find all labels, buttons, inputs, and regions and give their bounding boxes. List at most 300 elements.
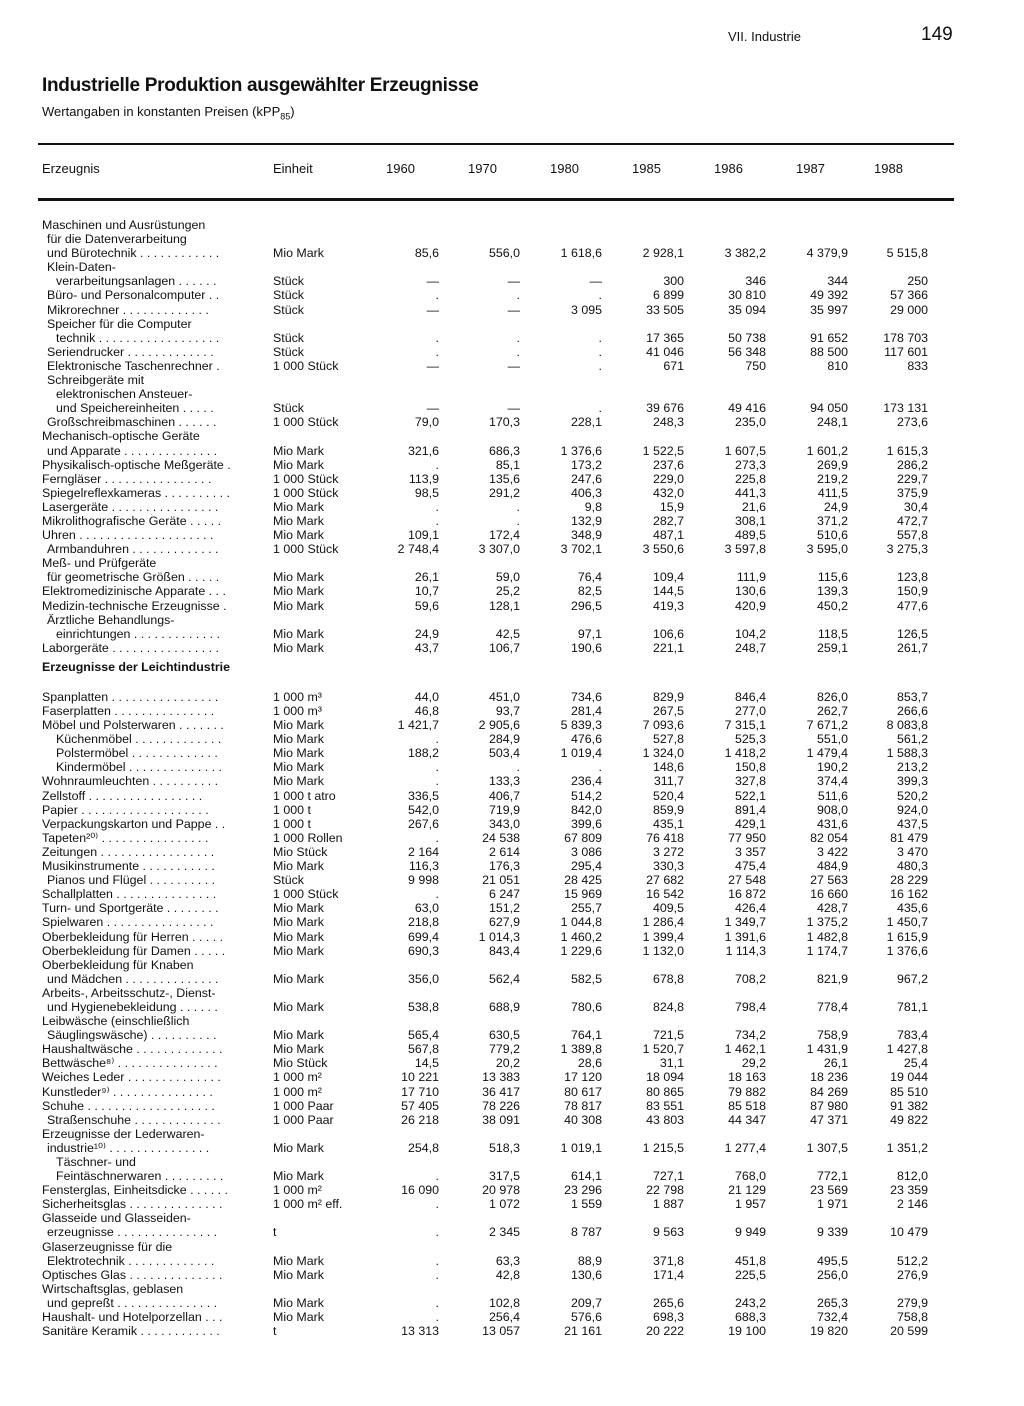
table-row: [42, 1240, 942, 1254]
cell-value: 21,6: [741, 499, 766, 514]
row-unit: 1 000 Stück: [273, 485, 339, 500]
row-unit: Mio Mark: [273, 774, 324, 789]
cell-value: 116,3: [408, 859, 439, 874]
row-label: Pianos und Flügel . . . . . . . . . .: [47, 873, 216, 888]
cell-value: .: [435, 1169, 439, 1184]
cell-value: 30 810: [728, 288, 766, 303]
cell-value: 254,8: [407, 1140, 439, 1155]
cell-value: 432,0: [652, 485, 684, 500]
table-row: [42, 1310, 942, 1324]
cell-value: 686,3: [488, 443, 520, 458]
table-row: [42, 1014, 942, 1028]
row-label: Oberbekleidung für Knaben: [42, 957, 194, 972]
table-row: [42, 317, 942, 331]
row-label: Speicher für die Computer: [47, 316, 192, 331]
cell-value: 1 450,7: [886, 915, 928, 930]
cell-value: 1 399,4: [642, 929, 684, 944]
row-label: Maschinen und Ausrüstungen: [42, 218, 206, 232]
cell-value: 476,6: [570, 732, 602, 747]
cell-value: 758,8: [896, 1310, 928, 1325]
row-unit: Stück: [273, 873, 304, 888]
cell-value: 561,2: [896, 732, 928, 747]
cell-value: 348,9: [570, 528, 602, 543]
cell-value: —: [426, 274, 439, 289]
cell-value: 250: [907, 274, 928, 289]
row-label: Spielwaren . . . . . . . . . . . . . . . .: [42, 915, 214, 930]
row-unit: Mio Mark: [273, 640, 324, 655]
cell-value: 321,6: [407, 443, 439, 458]
cell-value: 843,4: [488, 943, 520, 958]
row-label: und Speichereinheiten . . . . .: [56, 401, 214, 416]
cell-value: .: [598, 288, 602, 303]
table-row: [42, 274, 942, 288]
cell-value: 9 998: [407, 873, 439, 888]
cell-value: —: [426, 358, 439, 373]
row-unit: Mio Mark: [273, 584, 324, 599]
cell-value: .: [435, 774, 439, 789]
table-row: [42, 887, 942, 901]
cell-value: 82,5: [577, 584, 602, 599]
row-label: Küchenmöbel . . . . . . . . . . . . .: [56, 732, 222, 747]
cell-value: 19 820: [810, 1324, 848, 1339]
cell-value: .: [516, 330, 520, 345]
col-header-erzeugnis: Erzeugnis: [42, 161, 100, 176]
cell-value: 411,5: [817, 485, 848, 500]
cell-value: .: [516, 513, 520, 528]
cell-value: 1 588,3: [886, 746, 928, 761]
cell-value: 20 599: [890, 1324, 928, 1339]
cell-value: 371,2: [816, 513, 848, 528]
cell-value: 219,2: [816, 471, 848, 486]
cell-value: 236,4: [570, 774, 602, 789]
cell-value: 229,7: [896, 471, 928, 486]
cell-value: 3 272: [652, 844, 684, 859]
cell-value: 88 500: [810, 344, 848, 359]
cell-value: 173 131: [883, 401, 928, 416]
row-label: für geometrische Größen . . . . .: [47, 570, 220, 585]
row-unit: Mio Mark: [273, 1310, 324, 1325]
cell-value: 18 094: [646, 1070, 684, 1085]
cell-value: 437,5: [896, 816, 928, 831]
subtitle-subscript: 85: [280, 111, 291, 122]
cell-value: 2 928,1: [642, 246, 684, 261]
cell-value: 420,9: [734, 598, 766, 613]
cell-value: 16 660: [810, 887, 848, 902]
table-row: [42, 746, 942, 760]
cell-value: 375,9: [896, 485, 928, 500]
row-unit: Stück: [273, 344, 304, 359]
row-unit: Mio Mark: [273, 1295, 324, 1310]
row-label: Uhren . . . . . . . . . . . . . . . . . . . .: [42, 528, 214, 543]
table-row: [42, 958, 942, 972]
cell-value: 85 518: [728, 1098, 766, 1113]
cell-value: 267,6: [407, 816, 439, 831]
cell-value: 24 538: [482, 830, 520, 845]
cell-value: .: [435, 732, 439, 747]
cell-value: 43 803: [646, 1112, 684, 1127]
cell-value: 614,1: [570, 1169, 602, 1184]
table-row: [42, 570, 942, 584]
cell-value: 1 607,5: [724, 443, 766, 458]
cell-value: 781,1: [896, 999, 928, 1014]
cell-value: 472,7: [896, 513, 928, 528]
row-label: Erzeugnisse der Lederwaren-: [42, 1126, 205, 1141]
cell-value: 1 324,0: [642, 746, 684, 761]
row-label: Mikrolithografische Geräte . . . . .: [42, 513, 222, 528]
cell-value: —: [426, 401, 439, 416]
row-unit: Mio Mark: [273, 1140, 324, 1155]
cell-value: 3 422: [816, 844, 848, 859]
cell-value: 1 462,1: [724, 1042, 766, 1057]
table-top-rule: [38, 143, 954, 145]
cell-value: 279,9: [896, 1295, 928, 1310]
cell-value: 344: [827, 274, 848, 289]
cell-value: 512,2: [896, 1253, 928, 1268]
row-unit: Mio Mark: [273, 760, 324, 775]
cell-value: 106,7: [488, 640, 520, 655]
cell-value: 833: [907, 358, 928, 373]
cell-value: 343,0: [488, 816, 520, 831]
cell-value: 3 470: [896, 844, 928, 859]
cell-value: 1 427,8: [886, 1042, 928, 1057]
cell-value: 46,8: [414, 704, 439, 718]
row-label: einrichtungen . . . . . . . . . . . . .: [56, 626, 220, 641]
cell-value: 24,9: [823, 499, 848, 514]
table-row: [42, 930, 942, 944]
cell-value: .: [598, 344, 602, 359]
cell-value: 810: [827, 358, 848, 373]
cell-value: 772,1: [816, 1169, 848, 1184]
cell-value: 399,3: [896, 774, 928, 789]
table-row: [42, 1282, 942, 1296]
row-label: Sicherheitsglas . . . . . . . . . . . . . .: [42, 1197, 223, 1212]
row-unit: 1 000 m³: [273, 689, 322, 704]
cell-value: .: [516, 499, 520, 514]
cell-value: 525,3: [734, 732, 766, 747]
cell-value: 734,2: [734, 1028, 766, 1043]
cell-value: 247,6: [570, 471, 602, 486]
table-row: [42, 288, 942, 302]
table-row: [42, 1211, 942, 1225]
table-row: [42, 1155, 942, 1169]
cell-value: 1 174,7: [806, 943, 848, 958]
row-unit: 1 000 Stück: [273, 358, 339, 373]
table-row: [42, 1113, 942, 1127]
table-row: [42, 873, 942, 887]
row-unit: 1 000 m²: [273, 1084, 322, 1099]
row-label: erzeugnisse . . . . . . . . . . . . . . .: [47, 1225, 218, 1240]
table-row: [42, 1197, 942, 1211]
row-unit: 1 000 m²: [273, 1070, 322, 1085]
row-label: und Mädchen . . . . . . . . . . . . . .: [47, 971, 219, 986]
row-unit: Mio Mark: [273, 746, 324, 761]
cell-value: 151,2: [488, 901, 520, 916]
row-label: und Hygienebekleidung . . . . . .: [47, 999, 218, 1014]
cell-value: 406,3: [570, 485, 602, 500]
cell-value: .: [435, 1295, 439, 1310]
subtitle-text: Wertangaben in konstanten Preisen (kPP: [42, 104, 281, 119]
row-unit: Mio Mark: [273, 1253, 324, 1268]
row-label: Kunstleder⁹⁾ . . . . . . . . . . . . . . .: [42, 1084, 213, 1099]
col-header-1970: 1970: [468, 161, 497, 176]
cell-value: .: [435, 499, 439, 514]
table-row: [42, 1028, 942, 1042]
cell-value: 30,4: [903, 499, 928, 514]
cell-value: 1 044,8: [560, 915, 602, 930]
table-row: [42, 1254, 942, 1268]
row-unit: Stück: [273, 401, 304, 416]
cell-value: 85 510: [890, 1084, 928, 1099]
cell-value: 8 787: [570, 1225, 602, 1240]
cell-value: —: [507, 302, 520, 317]
row-label: Weiches Leder . . . . . . . . . . . . . .: [42, 1070, 221, 1085]
row-unit: Mio Mark: [273, 1267, 324, 1282]
row-unit: 1 000 Stück: [273, 415, 339, 430]
cell-value: 1 376,6: [560, 443, 602, 458]
cell-value: 20 222: [646, 1324, 684, 1339]
row-label: Physikalisch-optische Meßgeräte .: [42, 457, 231, 472]
row-unit: Mio Mark: [273, 971, 324, 986]
cell-value: 150,9: [896, 584, 928, 599]
cell-value: .: [435, 887, 439, 902]
cell-value: 25,2: [495, 584, 520, 599]
cell-value: .: [435, 288, 439, 303]
cell-value: .: [516, 760, 520, 775]
cell-value: 255,7: [570, 901, 602, 916]
cell-value: 29,2: [741, 1056, 766, 1071]
cell-value: 520,4: [652, 788, 684, 803]
cell-value: 277,0: [734, 704, 766, 718]
row-label: elektronischen Ansteuer-: [56, 387, 193, 402]
table-row: [42, 1268, 942, 1282]
cell-value: 356,0: [407, 971, 439, 986]
cell-value: 19 100: [728, 1324, 766, 1339]
row-label: Verpackungskarton und Pappe . .: [42, 816, 226, 831]
cell-value: 98,5: [414, 485, 439, 500]
row-unit: Mio Mark: [273, 718, 324, 733]
row-label: und gepreßt . . . . . . . . . . . . . . .: [47, 1295, 218, 1310]
cell-value: 1 215,5: [642, 1140, 684, 1155]
cell-value: 38 091: [482, 1112, 520, 1127]
cell-value: 176,3: [488, 859, 520, 874]
cell-value: 10,7: [414, 584, 439, 599]
row-label: Papier . . . . . . . . . . . . . . . . . . .: [42, 802, 209, 817]
cell-value: .: [435, 330, 439, 345]
cell-value: .: [516, 288, 520, 303]
cell-value: 284,9: [488, 732, 520, 747]
cell-value: 25,4: [903, 1056, 928, 1071]
table-row: [42, 760, 942, 774]
table-header-rule: [38, 198, 954, 201]
cell-value: 6 899: [652, 288, 684, 303]
cell-value: 627,9: [488, 915, 520, 930]
row-label: Arbeits-, Arbeitsschutz-, Dienst-: [42, 985, 216, 1000]
cell-value: 44 347: [728, 1112, 766, 1127]
cell-value: 43,7: [414, 640, 439, 655]
cell-value: 150,8: [734, 760, 766, 775]
cell-value: 734,6: [570, 689, 602, 704]
table-row: [42, 486, 942, 500]
cell-value: 49 392: [810, 288, 848, 303]
cell-value: 109,1: [407, 528, 439, 543]
row-label: Täschner- und: [56, 1155, 136, 1169]
cell-value: 22 798: [646, 1183, 684, 1198]
cell-value: 311,7: [653, 774, 684, 789]
table-row: [42, 528, 942, 542]
col-header-1985: 1985: [632, 161, 661, 176]
cell-value: 218,8: [407, 915, 439, 930]
cell-value: 115,6: [817, 570, 848, 585]
table-row: [42, 303, 942, 317]
cell-value: 3 382,2: [724, 246, 766, 261]
cell-value: 281,4: [570, 704, 602, 718]
cell-value: 441,3: [734, 485, 766, 500]
cell-value: 9 949: [734, 1225, 766, 1240]
cell-value: 63,3: [495, 1253, 520, 1268]
table-row: [42, 774, 942, 788]
cell-value: 213,2: [896, 760, 928, 775]
cell-value: 503,4: [488, 746, 520, 761]
cell-value: 409,5: [652, 901, 684, 916]
cell-value: 248,3: [652, 415, 684, 430]
cell-value: 16 162: [890, 887, 928, 902]
cell-value: 2 748,4: [397, 542, 439, 557]
cell-value: 1 391,6: [724, 929, 766, 944]
cell-value: 266,6: [896, 704, 928, 718]
cell-value: 698,3: [652, 1310, 684, 1325]
row-label: Zellstoff . . . . . . . . . . . . . . . . .: [42, 788, 203, 803]
table-row: [42, 415, 942, 429]
row-label: Mikrorechner . . . . . . . . . . . . .: [47, 302, 209, 317]
row-label: Leibwäsche (einschließlich: [42, 1014, 190, 1029]
cell-value: 139,3: [816, 584, 848, 599]
cell-value: 13 057: [482, 1324, 520, 1339]
cell-value: 671: [663, 358, 684, 373]
row-unit: 1 000 Stück: [273, 471, 339, 486]
cell-value: 1 349,7: [724, 915, 766, 930]
row-unit: Mio Mark: [273, 528, 324, 543]
table-row: [42, 1000, 942, 1014]
cell-value: 261,7: [896, 640, 928, 655]
row-label: Ärztliche Behandlungs-: [47, 612, 175, 627]
cell-value: 21 129: [728, 1183, 766, 1198]
row-label: industrie¹⁰⁾ . . . . . . . . . . . . . . .: [47, 1140, 210, 1155]
cell-value: 57 366: [890, 288, 928, 303]
cell-value: 148,6: [652, 760, 684, 775]
cell-value: 3 275,3: [886, 542, 928, 557]
row-label: Wohnraumleuchten . . . . . . . . . .: [42, 774, 219, 789]
cell-value: 23 359: [890, 1183, 928, 1198]
cell-value: 16 542: [646, 887, 684, 902]
cell-value: 522,1: [734, 788, 766, 803]
cell-value: 27 548: [728, 873, 766, 888]
cell-value: 102,8: [488, 1295, 520, 1310]
cell-value: 829,9: [652, 689, 684, 704]
table-row: [42, 803, 942, 817]
row-unit: Mio Mark: [273, 943, 324, 958]
row-unit: Mio Mark: [273, 499, 324, 514]
row-unit: 1 000 Stück: [273, 887, 339, 902]
cell-value: 44,0: [414, 689, 439, 704]
cell-value: 50 738: [728, 330, 766, 345]
table-row: [42, 1042, 942, 1056]
cell-value: 9,8: [584, 499, 602, 514]
cell-value: 9 339: [816, 1225, 848, 1240]
table-row: [42, 1324, 942, 1338]
row-unit: Stück: [273, 274, 304, 289]
table-row: [42, 584, 942, 598]
cell-value: .: [516, 344, 520, 359]
table-row: [42, 944, 942, 958]
row-label: Glasseide und Glasseiden-: [42, 1211, 191, 1226]
cell-value: 144,5: [652, 584, 684, 599]
row-label: Polstermöbel . . . . . . . . . . . . .: [56, 746, 218, 761]
cell-value: 1 431,9: [806, 1042, 848, 1057]
cell-value: 783,4: [896, 1028, 928, 1043]
cell-value: 1 072: [488, 1197, 520, 1212]
row-unit: t: [273, 1225, 277, 1240]
row-unit: Mio Mark: [273, 732, 324, 747]
cell-value: —: [507, 401, 520, 416]
cell-value: 273,3: [734, 457, 766, 472]
cell-value: 1 559: [570, 1197, 602, 1212]
cell-value: 76,4: [577, 570, 602, 585]
cell-value: 81 479: [890, 830, 928, 845]
cell-value: 87 980: [810, 1098, 848, 1113]
cell-value: 36 417: [482, 1084, 520, 1099]
cell-value: 562,4: [488, 971, 520, 986]
cell-value: 109,4: [652, 570, 684, 585]
cell-value: 308,1: [734, 513, 766, 528]
cell-value: 79 882: [728, 1084, 766, 1099]
row-label: Armbanduhren . . . . . . . . . . . . .: [47, 542, 219, 557]
cell-value: 924,0: [896, 802, 928, 817]
cell-value: 59,0: [495, 570, 520, 585]
cell-value: 106,6: [652, 626, 684, 641]
cell-value: 19 044: [890, 1070, 928, 1085]
table-row: [42, 599, 942, 613]
cell-value: 133,3: [488, 774, 520, 789]
cell-value: 764,1: [570, 1028, 602, 1043]
cell-value: 3 595,0: [806, 542, 848, 557]
row-unit: Mio Mark: [273, 598, 324, 613]
table-row: [42, 1056, 942, 1070]
cell-value: 10 479: [890, 1225, 928, 1240]
cell-value: 451,0: [488, 689, 520, 704]
cell-value: 57 405: [401, 1098, 439, 1113]
row-label: Bettwäsche⁸⁾ . . . . . . . . . . . . . . .: [42, 1056, 218, 1071]
cell-value: .: [598, 401, 602, 416]
cell-value: 17 120: [564, 1070, 602, 1085]
cell-value: 67 809: [564, 830, 602, 845]
cell-value: 80 617: [564, 1084, 602, 1099]
cell-value: 41 046: [646, 344, 684, 359]
cell-value: 190,6: [570, 640, 602, 655]
cell-value: 428,7: [816, 901, 848, 916]
table-row: [42, 901, 942, 915]
cell-value: 85,1: [495, 457, 520, 472]
row-unit: Mio Mark: [273, 929, 324, 944]
cell-value: 582,5: [570, 971, 602, 986]
table-row: [42, 542, 942, 556]
table-row: [42, 845, 942, 859]
cell-value: 1 618,6: [560, 246, 602, 261]
cell-value: 967,2: [896, 971, 928, 986]
cell-value: 374,4: [816, 774, 848, 789]
cell-value: 826,0: [816, 689, 848, 704]
cell-value: 518,3: [488, 1140, 520, 1155]
table-row: [42, 246, 942, 260]
